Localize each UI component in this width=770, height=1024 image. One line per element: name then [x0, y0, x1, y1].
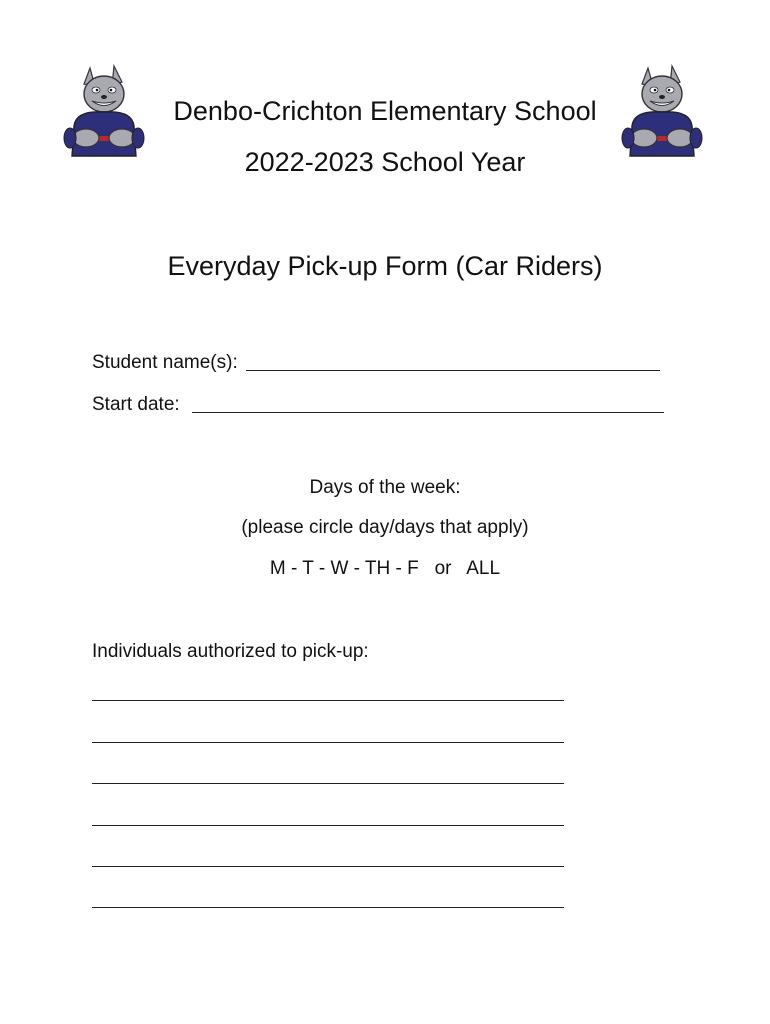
days-heading: Days of the week:: [309, 477, 461, 498]
days-options[interactable]: M - T - W - TH - F or ALL: [269, 558, 501, 579]
authorized-line-4[interactable]: [92, 825, 564, 826]
student-name-field[interactable]: [246, 368, 660, 371]
form-title: Everyday Pick-up Form (Car Riders): [167, 251, 603, 281]
school-name: Denbo-Crichton Elementary School: [173, 96, 597, 126]
authorized-line-3[interactable]: [92, 783, 564, 784]
authorized-line-5[interactable]: [92, 866, 564, 867]
days-instruction: (please circle day/days that apply): [241, 517, 529, 538]
authorized-label: Individuals authorized to pick-up:: [92, 641, 369, 662]
authorized-line-1[interactable]: [92, 700, 564, 701]
start-date-row: [92, 394, 664, 416]
start-date-label: Start date:: [92, 394, 180, 415]
school-year: 2022-2023 School Year: [244, 147, 526, 177]
start-date-field[interactable]: [192, 410, 664, 413]
student-name-row: [92, 352, 660, 374]
authorized-line-6[interactable]: [92, 907, 564, 908]
student-name-label: Student name(s):: [92, 352, 238, 373]
authorized-line-2[interactable]: [92, 742, 564, 743]
